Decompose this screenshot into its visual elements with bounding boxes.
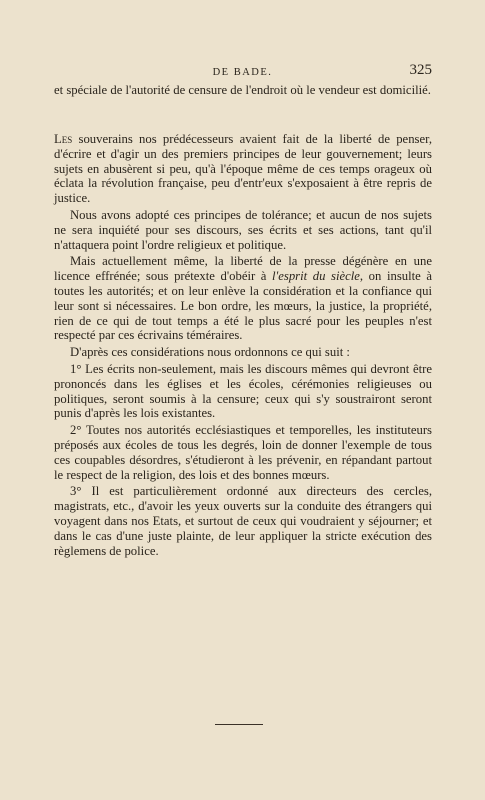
- paragraph-text: Mais actuellement même, la liberté de la presse dégénère en une licence effrénée; sous prétexte d'obéir à: [54, 254, 432, 284]
- article-3: 3° Il est particulièrement ordonné aux directeurs des cercles, magistrats, etc., d'avoir les yeux ouverts sur la conduite des étrangers qui voyagent dans nos Etats, et surtout de ceux qui voudraient y séjourner; et dans le cas d'une juste plainte, de leur appliquer la stricte exécution des règlemens de police.: [54, 484, 432, 558]
- paragraph-lead: Les: [54, 132, 73, 146]
- end-rule: [215, 724, 263, 725]
- paragraph-text: , on insulte à toutes les autorités; et on leur enlève la considération et la confiance qui leur sont si nécessaires. Le bon ordre, les mœurs, la justice, la propriété, rien de ce qui de tout temps a été le plus sacré pour les peuples n'est respecté par ces écrivains téméraires.: [54, 269, 432, 343]
- paragraph-3: [54, 254, 432, 343]
- paragraph-text: souverains nos prédécesseurs avaient fait de la liberté de penser, d'écrire et d'agir un des premiers principes de leur gouvernement; leurs sujets en abusèrent si peu, qu'à l'époque même de ces temps orageux où éclata la révolution française, peu d'entr'eux s'exposaient à être repris de justice.: [54, 132, 432, 206]
- article-2: 2° Toutes nos autorités ecclésiastiques et temporelles, les instituteurs préposés aux écoles de tous les degrés, loin de donner l'exemple de tous ces coupables désordres, s'étudieront à les prévenir, en répandant partout le respect de la religion, des lois et des bonnes mœurs.: [54, 423, 432, 482]
- paragraph-1: [54, 132, 432, 206]
- article-1: 1° Les écrits non-seulement, mais les discours mêmes qui devront être prononcés dans les églises et les écoles, cérémonies religieuses ou politiques, seront soumis à la censure; ceux qui s'y soustrairont seront punis d'après les lois existantes.: [54, 361, 432, 421]
- body-text: [54, 132, 432, 560]
- paragraph-2: Nous avons adopté ces principes de tolérance; et aucun de nos sujets ne sera inquiété pour ses discours, ses écrits et ses actions, tant qu'il n'attaquera point l'ordre religieux et politique.: [54, 207, 432, 252]
- italic-phrase: l'esprit du siècle: [272, 269, 360, 284]
- running-title: DE BADE.: [212, 67, 273, 78]
- paragraph-4: D'après ces considérations nous ordonnons ce qui suit :: [70, 345, 350, 360]
- intro-paragraph: et spéciale de l'autorité de censure de l'endroit où le vendeur est domicilié.: [54, 83, 431, 97]
- page-number: 325: [409, 62, 432, 78]
